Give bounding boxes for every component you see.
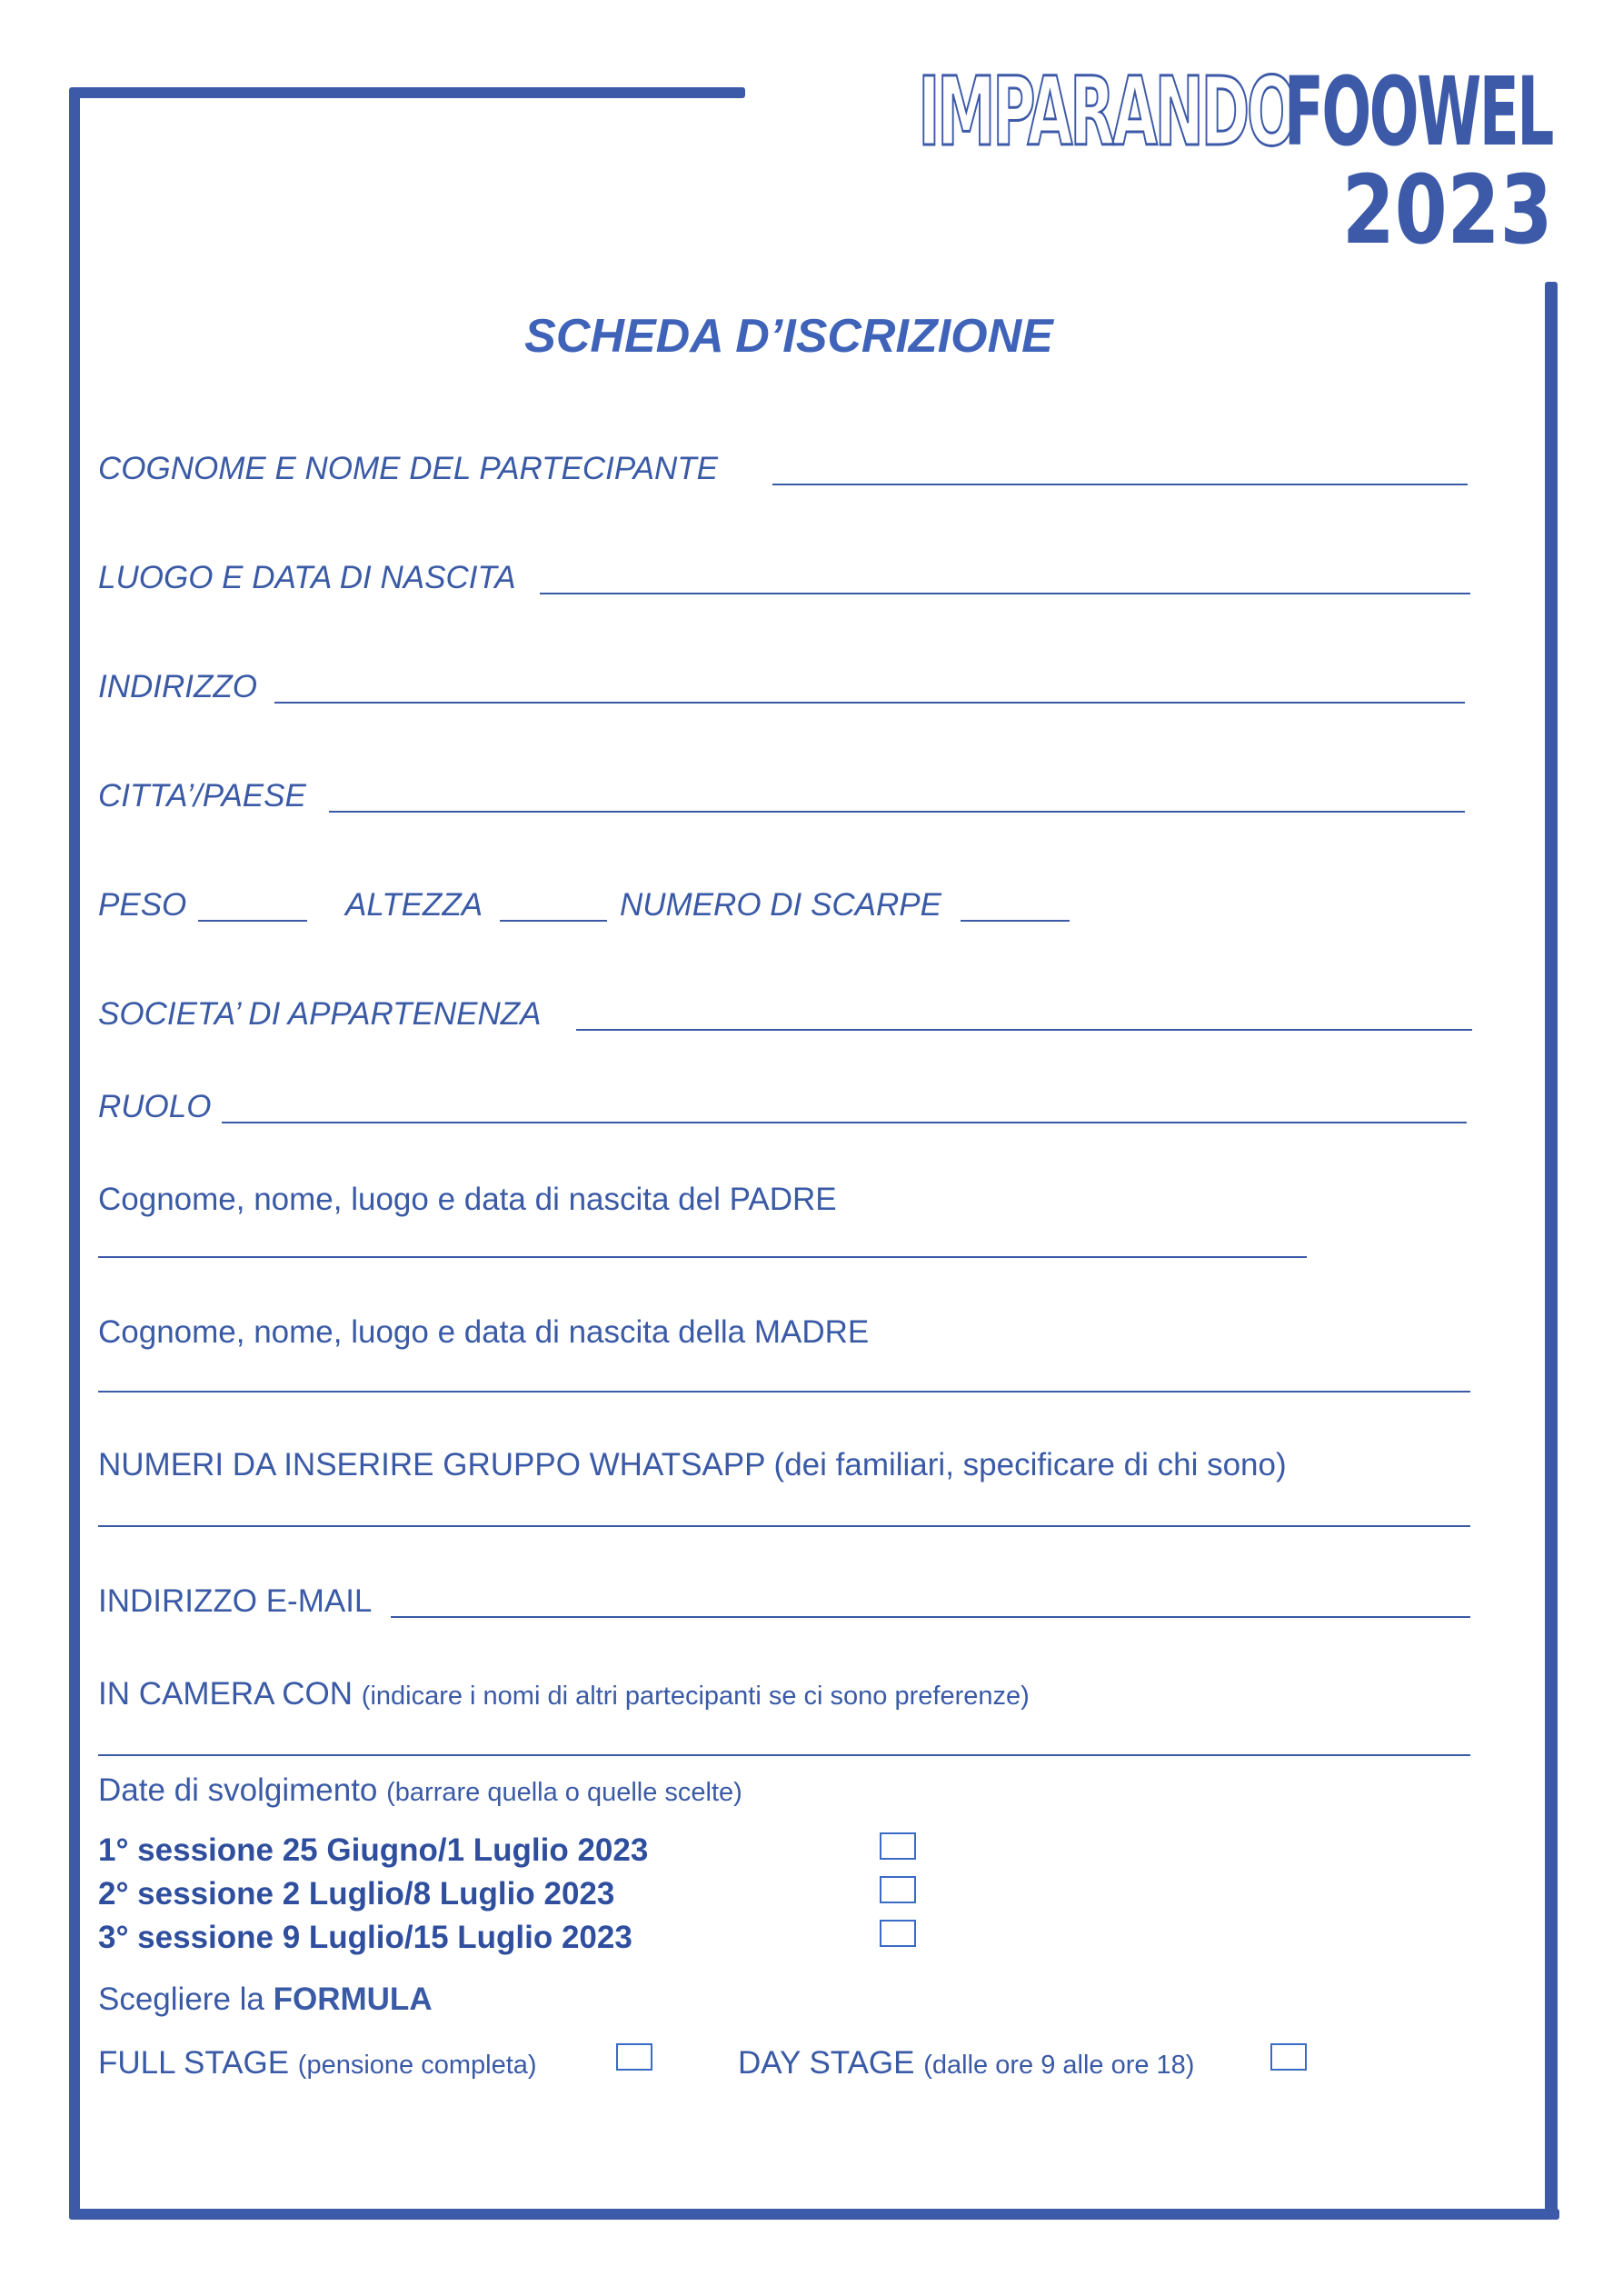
full-stage-label-note: (pensione completa): [297, 2051, 537, 2080]
dates-label: [98, 1772, 742, 1809]
formula-label-prefix: Scegliere la: [98, 1982, 264, 2017]
full-stage-checkbox[interactable]: [616, 2043, 652, 2071]
dates-label-note: (barrare quella o quelle scelte): [386, 1778, 742, 1807]
frame-left-border: [69, 87, 80, 2220]
room-input-line[interactable]: [98, 1754, 1470, 1756]
weight-input-line[interactable]: [198, 920, 307, 922]
room-label-main: IN CAMERA CON: [98, 1676, 353, 1712]
day-stage-label-main: DAY STAGE: [738, 2045, 915, 2081]
frame-right-border: [1545, 282, 1558, 2220]
full-stage-label-main: FULL STAGE: [98, 2045, 290, 2081]
frame-top-border: [71, 87, 745, 98]
full-stage-label: [98, 2045, 537, 2081]
session-3-checkbox[interactable]: [880, 1920, 916, 1947]
city-input-line[interactable]: [329, 811, 1465, 813]
day-stage-label-note: (dalle ore 9 alle ore 18): [923, 2051, 1195, 2080]
father-label: Cognome, nome, luogo e data di nascita del PADRE: [98, 1182, 837, 1217]
formula-label-bold: FORMULA: [273, 1982, 433, 2017]
shoe-size-label: NUMERO DI SCARPE: [620, 887, 941, 923]
formula-label: [98, 1982, 433, 2018]
city-label: CITTA’/PAESE: [98, 778, 306, 814]
birth-place-date-label: LUOGO E DATA DI NASCITA: [98, 560, 516, 595]
mother-label: Cognome, nome, luogo e data di nascita della MADRE: [98, 1314, 870, 1350]
logo-title-row: [688, 56, 1552, 167]
session-1-checkbox[interactable]: [880, 1832, 916, 1860]
father-input-line[interactable]: [98, 1256, 1307, 1258]
session-3-label: 3° sessione 9 Luglio/15 Luglio 2023: [98, 1920, 632, 1955]
email-label: INDIRIZZO E-MAIL: [98, 1583, 373, 1619]
participant-name-input-line[interactable]: [772, 484, 1468, 485]
address-label: INDIRIZZO: [98, 669, 257, 704]
mother-input-line[interactable]: [98, 1391, 1470, 1393]
height-label: ALTEZZA: [345, 887, 483, 923]
logo-year: 2023: [1341, 155, 1552, 265]
weight-label: PESO: [98, 887, 187, 923]
logo-word-foowel: FOOWEL: [1283, 56, 1552, 167]
session-1-label: 1° sessione 25 Giugno/1 Luglio 2023: [98, 1832, 649, 1868]
dates-label-main: Date di svolgimento: [98, 1772, 378, 1808]
club-label: SOCIETA’ DI APPARTENENZA: [98, 996, 542, 1032]
day-stage-checkbox[interactable]: [1270, 2043, 1307, 2071]
birth-place-date-input-line[interactable]: [540, 593, 1470, 594]
email-input-line[interactable]: [391, 1616, 1470, 1618]
frame-bottom-border: [69, 2209, 1559, 2220]
role-input-line[interactable]: [222, 1122, 1467, 1123]
whatsapp-input-line[interactable]: [98, 1525, 1470, 1527]
club-input-line[interactable]: [576, 1029, 1472, 1031]
address-input-line[interactable]: [274, 702, 1465, 704]
whatsapp-label: NUMERI DA INSERIRE GRUPPO WHATSAPP (dei familiari, specificare di chi sono): [98, 1447, 1287, 1482]
logo-word-imparando: IMPARANDO: [918, 56, 1295, 167]
role-label: RUOLO: [98, 1089, 212, 1124]
session-2-checkbox[interactable]: [880, 1876, 916, 1903]
day-stage-label: [738, 2045, 1194, 2081]
height-input-line[interactable]: [500, 920, 607, 922]
room-label: [98, 1676, 1030, 1712]
logo: [688, 56, 1552, 265]
form-title: SCHEDA D’ISCRIZIONE: [524, 310, 1053, 363]
participant-name-label: COGNOME E NOME DEL PARTECIPANTE: [98, 451, 718, 486]
shoe-size-input-line[interactable]: [961, 920, 1070, 922]
room-label-note: (indicare i nomi di altri partecipanti se ci sono preferenze): [361, 1682, 1030, 1711]
session-2-label: 2° sessione 2 Luglio/8 Luglio 2023: [98, 1876, 615, 1912]
